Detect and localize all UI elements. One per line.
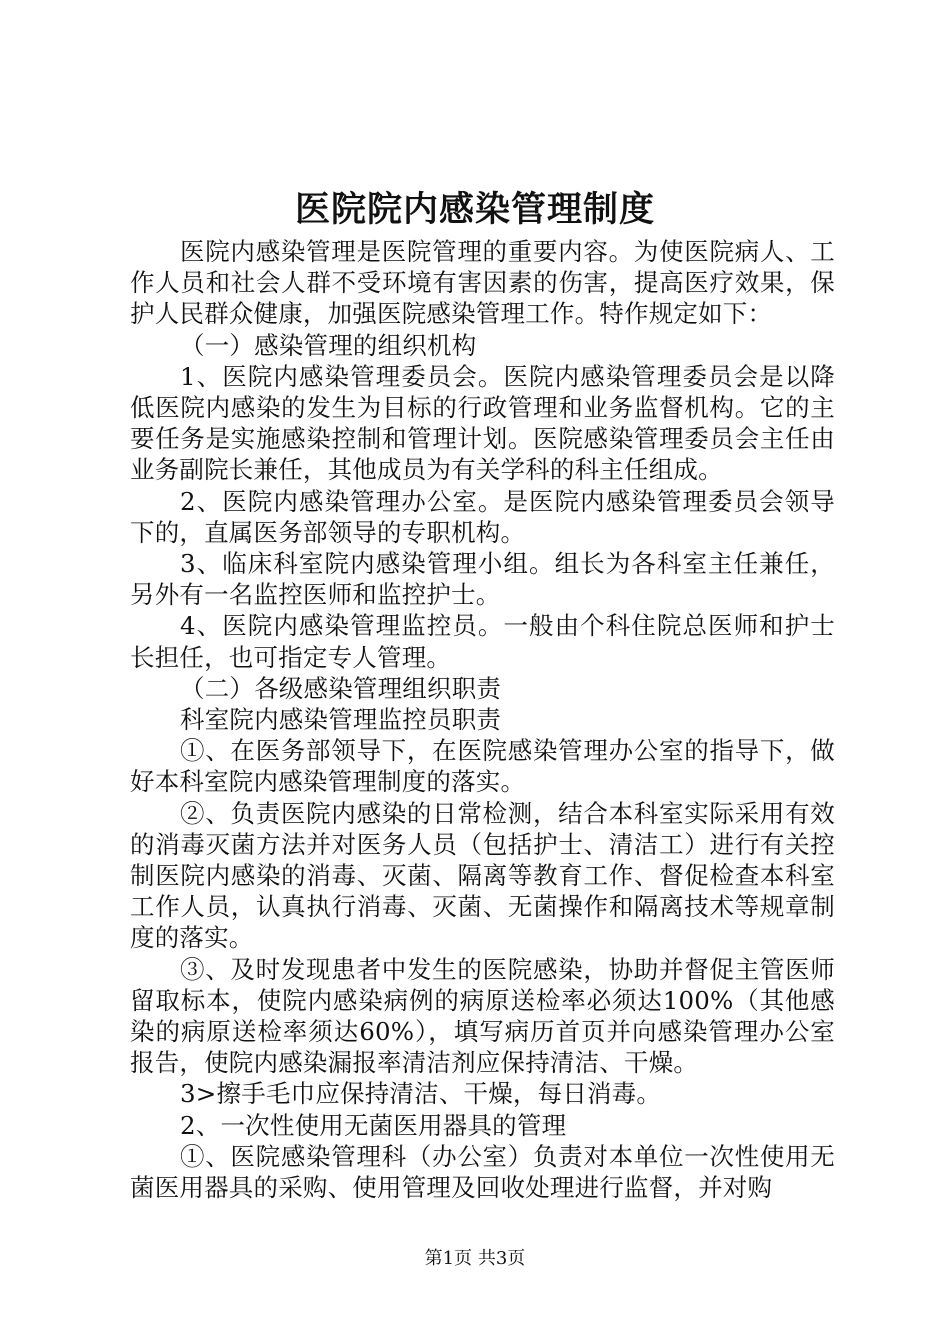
- section-heading-1: （一）感染管理的组织机构: [180, 330, 477, 360]
- subsection-heading: 科室院内感染管理监控员职责: [180, 705, 502, 735]
- page-number: 第1页 共3页: [424, 1248, 526, 1269]
- paragraph-item-1: 1、医院内感染管理委员会。医院内感染管理委员会是以降低医院内感染的发生为目标的行政管理和业务监督机构。它的主要任务是实施感染控制和管理计划。医院感染管理委员会主任由业务副院长兼任，其他成员为有关学科的科主任组成。: [130, 361, 835, 485]
- paragraph-item-4: 4、医院内感染管理监控员。一般由个科住院总医师和护士长担任，也可指定专人管理。: [130, 611, 835, 672]
- paragraph-disposable-1: ①、医院感染管理科（办公室）负责对本单位一次性使用无菌医用器具的采购、使用管理及回收处理进行监督，并对购: [130, 1141, 835, 1203]
- paragraph-towel: 3>擦手毛巾应保持清洁、干燥，每日消毒。: [180, 1079, 662, 1109]
- document-body: [130, 236, 835, 1203]
- section-heading-disposable: 2、一次性使用无菌医用器具的管理: [180, 1110, 567, 1140]
- paragraph-duty-1: ①、在医务部领导下，在医院感染管理办公室的指导下，做好本科室院内感染管理制度的落实。: [130, 736, 835, 797]
- paragraph-item-2: 2、医院内感染管理办公室。是医院内感染管理委员会领导下的，直属医务部领导的专职机构。: [130, 486, 835, 547]
- paragraph-item-3: 3、临床科室院内感染管理小组。组长为各科室主任兼任，另外有一名监控医师和监控护士。: [130, 549, 835, 610]
- document-title: 医院院内感染管理制度: [294, 189, 655, 230]
- paragraph-duty-3: ③、及时发现患者中发生的医院感染，协助并督促主管医师留取标本，使院内感染病例的病原送检率必须达100%（其他感染的病原送检率须达60%），填写病历首页并向感染管理办公室报告，使院内感染漏报率清洁剂应保持清洁、干燥。: [130, 954, 835, 1078]
- paragraph-intro: 医院内感染管理是医院管理的重要内容。为使医院病人、工作人员和社会人群不受环境有害因素的伤害，提高医疗效果，保护人民群众健康，加强医院感染管理工作。特作规定如下：: [130, 237, 835, 329]
- paragraph-duty-2: ②、负责医院内感染的日常检测，结合本科室实际采用有效的消毒灭菌方法并对医务人员（包括护士、清洁工）进行有关控制医院内感染的消毒、灭菌、隔离等教育工作、督促检查本科室工作人员，认真执行消毒、灭菌、无菌操作和隔离技术等规章制度的落实。: [130, 798, 835, 953]
- section-heading-2: （二）各级感染管理组织职责: [180, 673, 502, 703]
